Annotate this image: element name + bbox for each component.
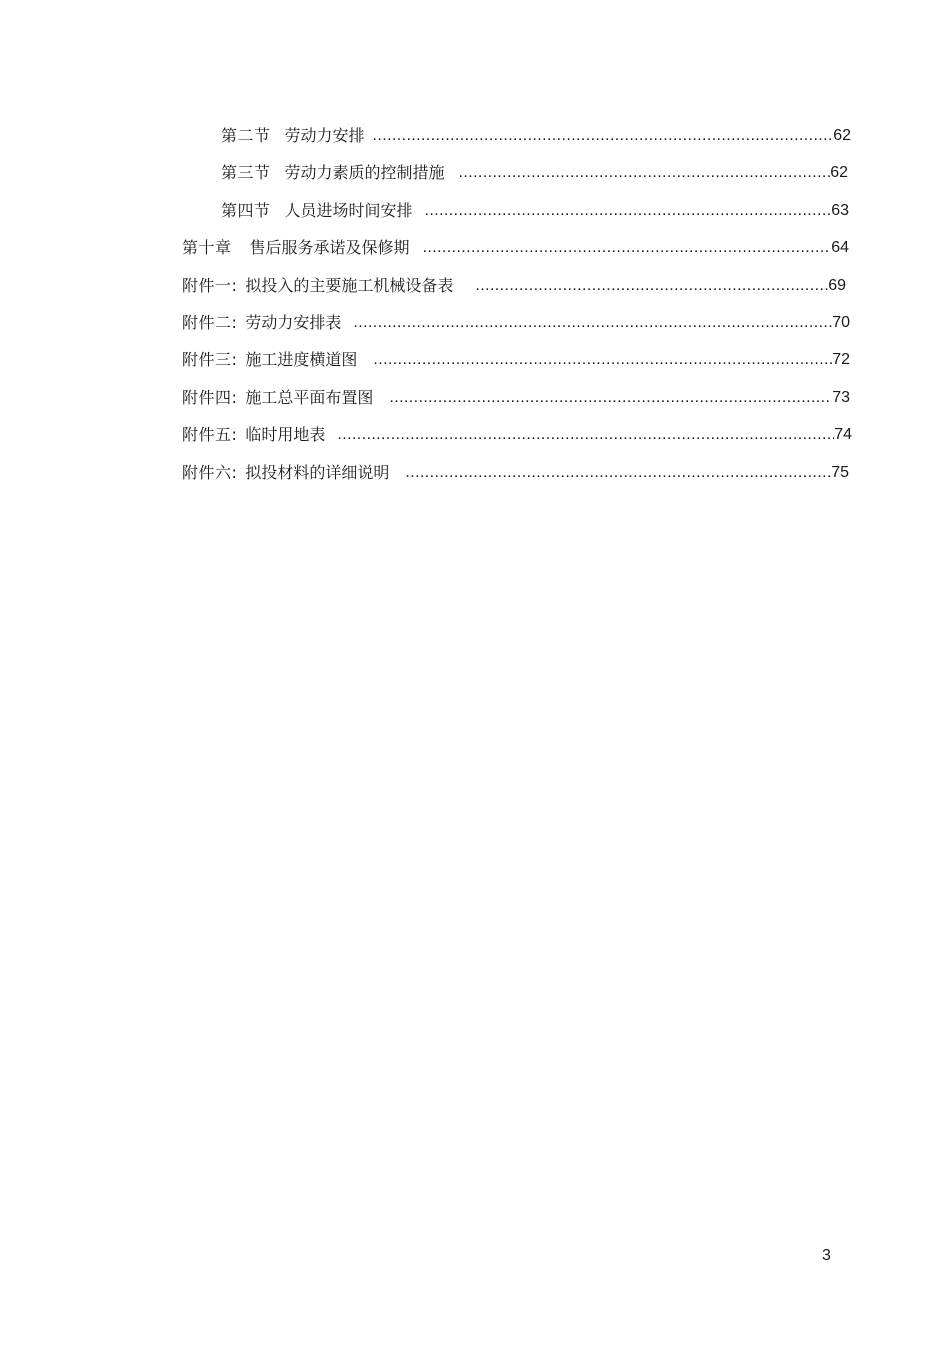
toc-entry-page: 74 xyxy=(834,426,852,443)
table-of-contents xyxy=(0,0,950,520)
toc-entry-page: 62 xyxy=(830,164,848,181)
toc-entry-page: 63 xyxy=(831,202,849,219)
toc-entry-title: 售后服务承诺及保修期 xyxy=(249,238,410,257)
toc-entry-page: 62 xyxy=(833,127,851,144)
toc-entry-prefix: 附件四: xyxy=(182,388,238,407)
toc-entry-prefix: 第二节 xyxy=(221,126,271,145)
toc-entry-prefix: 附件一: xyxy=(182,276,238,295)
toc-dot-leader xyxy=(337,423,834,447)
toc-dot-leader xyxy=(389,386,832,410)
toc-dot-leader xyxy=(353,311,832,335)
toc-entry[interactable] xyxy=(182,423,852,447)
toc-entry-title: 施工总平面布置图 xyxy=(245,388,374,407)
toc-dot-leader xyxy=(475,274,828,298)
toc-entry-title: 劳动力安排表 xyxy=(245,313,342,332)
toc-entry-label xyxy=(221,199,413,223)
toc-entry-title: 施工进度横道图 xyxy=(245,350,358,369)
toc-entry-page: 73 xyxy=(832,389,850,406)
toc-entry-title: 劳动力素质的控制措施 xyxy=(284,163,445,182)
toc-entry-title: 人员进场时间安排 xyxy=(284,201,413,220)
toc-entry[interactable] xyxy=(221,124,851,148)
toc-entry[interactable] xyxy=(182,348,850,372)
toc-dot-leader xyxy=(373,124,834,148)
toc-entry-page: 69 xyxy=(828,277,846,294)
toc-entry-page: 72 xyxy=(832,351,850,368)
toc-entry[interactable] xyxy=(221,199,849,223)
toc-entry-label xyxy=(182,311,341,335)
toc-entry-page: 64 xyxy=(831,239,849,256)
toc-dot-leader xyxy=(425,199,832,223)
toc-entry[interactable] xyxy=(182,274,846,298)
toc-entry[interactable] xyxy=(182,461,849,485)
toc-entry-title: 拟投入的主要施工机械设备表 xyxy=(245,276,454,295)
toc-entry-label xyxy=(221,161,445,185)
toc-entry-prefix: 第四节 xyxy=(221,201,271,220)
toc-entry-label xyxy=(182,236,410,260)
toc-entry-label xyxy=(182,274,453,298)
toc-entry-label xyxy=(221,124,365,148)
toc-entry-title: 临时用地表 xyxy=(245,425,326,444)
toc-entry-prefix: 第三节 xyxy=(221,163,271,182)
toc-entry[interactable] xyxy=(182,236,849,260)
toc-entry-label xyxy=(182,461,389,485)
toc-entry-page: 75 xyxy=(831,464,849,481)
toc-entry[interactable] xyxy=(182,386,850,410)
toc-entry-prefix: 附件六: xyxy=(182,463,238,482)
toc-entry-label xyxy=(182,423,325,447)
toc-entry[interactable] xyxy=(182,311,850,335)
toc-dot-leader xyxy=(423,236,832,260)
toc-dot-leader xyxy=(405,461,831,485)
toc-dot-leader xyxy=(373,348,832,372)
toc-entry-label xyxy=(182,386,373,410)
toc-dot-leader xyxy=(459,161,831,185)
toc-entry-title: 劳动力安排 xyxy=(284,126,365,145)
toc-entry-prefix: 附件二: xyxy=(182,313,238,332)
toc-entry-page: 70 xyxy=(832,314,850,331)
toc-entry-title: 拟投材料的详细说明 xyxy=(245,463,390,482)
toc-entry-prefix: 第十章 xyxy=(182,238,232,257)
toc-entry[interactable] xyxy=(221,161,848,185)
toc-entry-label xyxy=(182,348,357,372)
toc-entry-prefix: 附件三: xyxy=(182,350,238,369)
page-number: 3 xyxy=(822,1247,831,1264)
toc-entry-prefix: 附件五: xyxy=(182,425,238,444)
